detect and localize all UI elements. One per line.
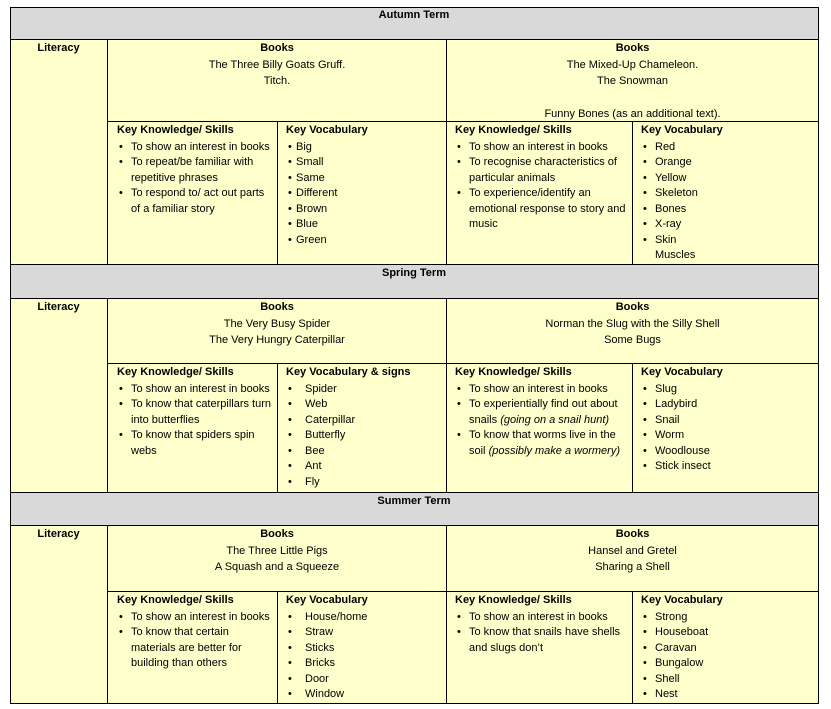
book-title: A Squash and a Squeeze [214,561,340,573]
grid-line [10,7,11,704]
list-item: • Different [286,186,441,202]
grid-line [10,703,819,704]
column-heading: Key Vocabulary [641,594,723,606]
list-item: • Stick insect [641,459,813,475]
summer-term-title: Summer Term [377,495,451,507]
books-heading: Books [260,42,294,54]
list-item: • Snail [641,413,813,429]
column-heading: Key Vocabulary & signs [286,366,411,378]
autumn-col1 [117,123,273,217]
book-title: Titch. [263,75,291,87]
spring-col4 [641,365,813,475]
list-item: • Nest [641,687,813,703]
list-item: • Houseboat [641,625,813,641]
summer-left-books [108,527,446,576]
list-item: • To recognise characteristics of particular animals [455,155,627,186]
book-title: Hansel and Gretel [588,544,677,557]
list-item: • To show an interest in books [117,382,273,398]
list-item-note: (going on a snail hunt) [500,413,610,426]
list-item: • Big [286,140,441,156]
list-item: • To respond to/ act out parts of a familiar story [117,186,273,217]
list-item: • Shell [641,672,813,688]
list-item: • Yellow [641,171,813,187]
books-heading: Books [615,42,650,54]
book-title: Funny Bones (as an additional text). [544,107,721,120]
books-heading: Books [260,301,294,313]
list-item: • To show an interest in books [455,610,629,626]
list-item: • Skeleton [641,186,813,202]
books-heading: Books [615,301,650,313]
book-title: Norman the Slug with the Silly Shell [545,317,720,330]
spring-col1 [117,365,273,459]
grid-line [107,591,819,592]
summer-right-books [447,527,818,576]
list-item-continuation: Muscles [655,249,696,261]
spring-left-books [108,300,446,349]
summer-subject-label: Literacy [37,528,80,540]
list-item: • Bricks [286,656,444,672]
list-item: • To know that snails have shells and slugs don’t [455,625,629,656]
autumn-col4 [641,123,813,264]
column-heading: Key Vocabulary [641,124,723,136]
list-item: • Window [286,687,444,703]
column-heading: Key Knowledge/ Skills [455,124,572,136]
spring-col2 [286,365,444,490]
list-item: • Brown [286,202,441,218]
list-item: • To know that caterpillars turn into butterflies [117,397,273,428]
summer-col4 [641,593,813,703]
books-heading: Books [615,528,650,540]
grid-line [10,525,819,526]
grid-line [632,591,633,703]
list-item: • To repeat/be familiar with repetitive phrases [117,155,273,186]
book-title: Some Bugs [604,334,661,346]
list-item [455,428,629,459]
list-item: • Caravan [641,641,813,657]
list-item: • Same [286,171,441,187]
grid-line [10,492,819,493]
book-title: The Very Hungry Caterpillar [209,334,345,346]
list-item: • House/home [286,610,444,626]
list-item: • Web [286,397,444,413]
list-item: • Small [286,155,441,171]
column-heading: Key Knowledge/ Skills [117,366,234,378]
list-item: • Bee [286,444,444,460]
list-item: • Green [286,233,441,249]
list-item: • Red [641,140,813,156]
spring-term-title: Spring Term [382,267,446,279]
grid-line [10,39,819,40]
column-heading: Key Vocabulary [641,366,723,378]
book-title: The Mixed-Up Chameleon. [566,58,699,71]
autumn-subject-label: Literacy [37,42,80,54]
book-title: The Three Billy Goats Gruff. [208,58,346,71]
book-title: The Very Busy Spider [223,317,331,330]
list-item: • Sticks [286,641,444,657]
column-heading: Key Vocabulary [286,594,368,606]
list-item: • Ant [286,459,444,475]
list-item: • Spider [286,382,444,398]
list-item: • To experience/identify an emotional response to story and music [455,186,627,233]
column-heading: Key Knowledge/ Skills [455,366,572,378]
list-item-text: To experientially find out about snails [469,398,618,426]
book-title: The Snowman [597,75,668,87]
spring-subject-label: Literacy [37,301,80,313]
list-item: • To show an interest in books [455,140,627,156]
list-item: • Ladybird [641,397,813,413]
list-item: • Skin [641,233,813,249]
grid-line [632,363,633,492]
grid-line [277,363,278,492]
list-item: • Fly [286,475,444,491]
autumn-left-books [108,41,446,90]
book-title: Sharing a Shell [595,561,670,573]
grid-line [277,121,278,264]
summer-col2 [286,593,444,703]
list-item: • Worm [641,428,813,444]
list-item: • Strong [641,610,813,626]
list-item: • Bungalow [641,656,813,672]
column-heading: Key Vocabulary [286,124,368,136]
column-heading: Key Knowledge/ Skills [455,594,572,606]
list-item: • Orange [641,155,813,171]
autumn-right-books [447,41,818,122]
list-item: • Bones [641,202,813,218]
autumn-col2 [286,123,441,248]
autumn-col3 [455,123,627,233]
list-item: • Butterfly [286,428,444,444]
list-item: • Woodlouse [641,444,813,460]
list-item-note: (possibly make a wormery) [488,444,620,457]
book-title: The Three Little Pigs [226,544,328,557]
summer-col3 [455,593,629,656]
list-item: • To know that spiders spin webs [117,428,273,459]
grid-line [10,298,819,299]
spring-col3 [455,365,629,459]
list-item: • To know that certain materials are better for building than others [117,625,273,672]
grid-line [632,121,633,264]
books-heading: Books [260,528,294,540]
list-item: • Door [286,672,444,688]
list-item: • To show an interest in books [117,140,273,156]
list-item: • Straw [286,625,444,641]
grid-line [818,7,819,704]
list-item: • Slug [641,382,813,398]
grid-line [107,363,819,364]
list-item: • To show an interest in books [117,610,273,626]
list-item [455,397,629,428]
grid-line [10,264,819,265]
column-heading: Key Knowledge/ Skills [117,124,234,136]
list-item: • Caterpillar [286,413,444,429]
list-item: • X-ray [641,217,813,233]
summer-col1 [117,593,273,672]
list-item-text: To know that worms live in the soil [469,429,616,457]
spring-right-books [447,300,818,349]
column-heading: Key Knowledge/ Skills [117,594,234,606]
grid-line [277,591,278,703]
list-item: • Blue [286,217,441,233]
autumn-term-title: Autumn Term [378,9,450,21]
list-item: • To show an interest in books [455,382,629,398]
